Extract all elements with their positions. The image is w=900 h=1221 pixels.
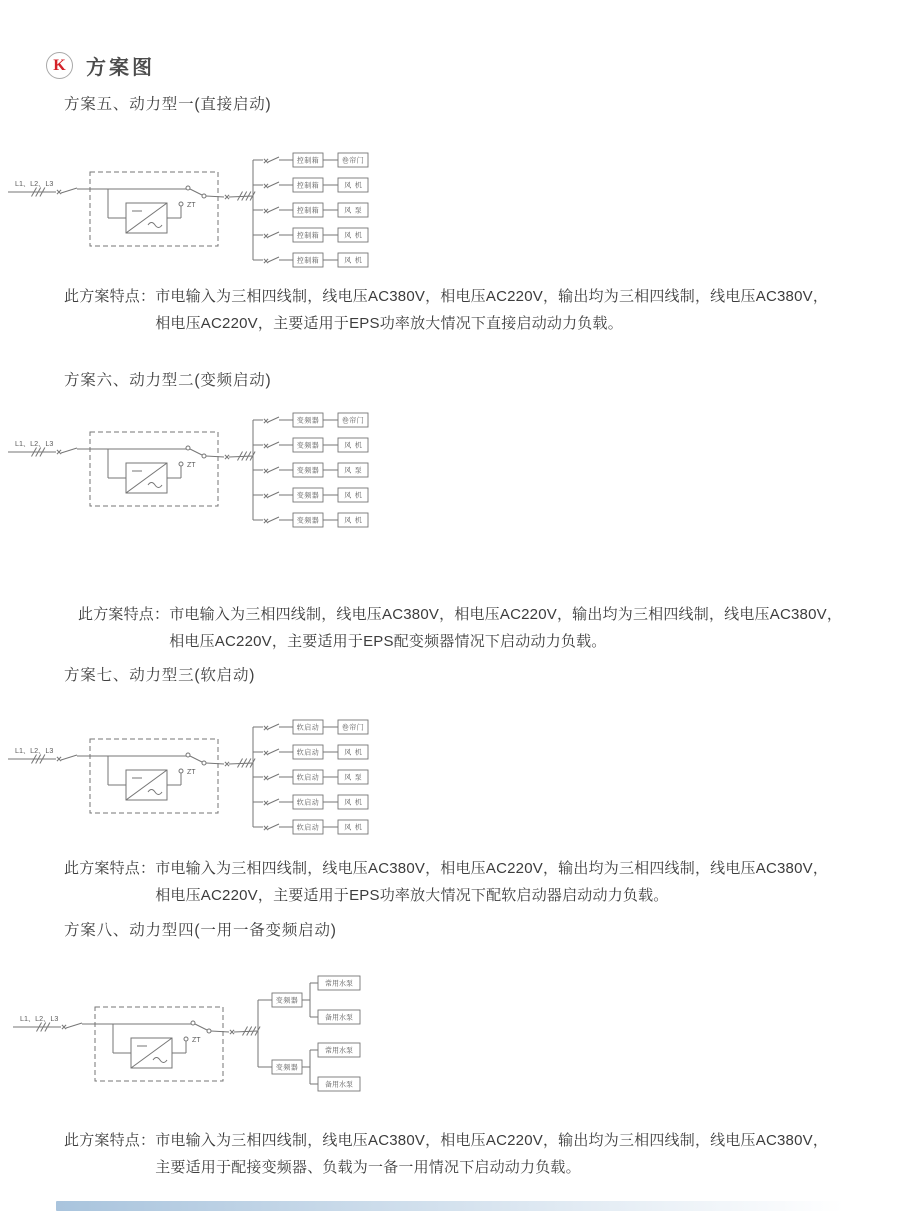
feature-text bbox=[155, 283, 828, 337]
scheme8-title: 方案八、动力型四(一用一备变频启动) bbox=[64, 922, 337, 939]
feature-text bbox=[155, 855, 828, 909]
svg-text:变频器: 变频器 bbox=[296, 417, 320, 425]
svg-text:卷帘门: 卷帘门 bbox=[341, 417, 365, 425]
svg-text:L1、L2、L3: L1、L2、L3 bbox=[15, 179, 54, 188]
feature-line: 主要适用于配接变频器、负载为一备一用情况下启动动力负载。 bbox=[155, 1159, 581, 1176]
k-badge-icon: K bbox=[46, 52, 73, 79]
svg-text:ZT: ZT bbox=[187, 769, 196, 776]
svg-text:软启动: 软启动 bbox=[296, 824, 320, 832]
svg-text:软启动: 软启动 bbox=[296, 774, 320, 782]
feature-line: 相电压AC220V，主要适用于EPS配变频器情况下启动动力负载。 bbox=[169, 633, 607, 650]
svg-text:风 机: 风 机 bbox=[344, 182, 362, 190]
svg-text:风 机: 风 机 bbox=[344, 442, 362, 450]
svg-text:风 泵: 风 泵 bbox=[344, 207, 362, 215]
feature-line: 市电输入为三相四线制，线电压AC380V，相电压AC220V，输出均为三相四线制，线电压AC380V， bbox=[155, 860, 829, 877]
svg-text:控制箱: 控制箱 bbox=[296, 157, 320, 165]
svg-text:ZT: ZT bbox=[192, 1037, 201, 1044]
svg-text:控制箱: 控制箱 bbox=[296, 182, 320, 190]
scheme5-circuit-diagram bbox=[0, 140, 900, 275]
scheme5-feature bbox=[64, 283, 828, 337]
feature-line: 市电输入为三相四线制，线电压AC380V，相电压AC220V，输出均为三相四线制，线电压AC380V， bbox=[169, 606, 843, 623]
feature-label: 此方案特点： bbox=[64, 860, 156, 877]
svg-text:风 机: 风 机 bbox=[344, 749, 362, 757]
svg-text:常用水泵: 常用水泵 bbox=[325, 1047, 353, 1055]
svg-text:软启动: 软启动 bbox=[296, 749, 320, 757]
feature-line: 市电输入为三相四线制，线电压AC380V，相电压AC220V，输出均为三相四线制，线电压AC380V， bbox=[155, 288, 829, 305]
svg-text:ZT: ZT bbox=[187, 462, 196, 469]
page-title: 方案图 bbox=[86, 57, 155, 79]
svg-text:备用水泵: 备用水泵 bbox=[325, 1081, 353, 1089]
svg-text:软启动: 软启动 bbox=[296, 799, 320, 807]
scheme8-circuit-diagram bbox=[0, 960, 900, 1105]
feature-label: 此方案特点： bbox=[78, 606, 170, 623]
feature-text bbox=[169, 601, 842, 655]
scheme5-title: 方案五、动力型一(直接启动) bbox=[64, 96, 272, 113]
svg-text:备用水泵: 备用水泵 bbox=[325, 1014, 353, 1022]
svg-text:变频器: 变频器 bbox=[275, 1064, 299, 1072]
section-header bbox=[46, 51, 155, 80]
svg-text:风 机: 风 机 bbox=[344, 824, 362, 832]
svg-text:常用水泵: 常用水泵 bbox=[325, 980, 353, 988]
scheme7-circuit-diagram bbox=[0, 707, 900, 842]
svg-text:ZT: ZT bbox=[187, 202, 196, 209]
feature-line: 相电压AC220V，主要适用于EPS功率放大情况下配软启动器启动动力负载。 bbox=[155, 887, 669, 904]
svg-text:风 机: 风 机 bbox=[344, 492, 362, 500]
svg-text:控制箱: 控制箱 bbox=[296, 207, 320, 215]
scheme6-feature bbox=[78, 601, 842, 655]
svg-text:风 机: 风 机 bbox=[344, 232, 362, 240]
svg-text:风 机: 风 机 bbox=[344, 517, 362, 525]
svg-text:控制箱: 控制箱 bbox=[296, 232, 320, 240]
svg-text:变频器: 变频器 bbox=[296, 492, 320, 500]
svg-text:L1、L2、L3: L1、L2、L3 bbox=[15, 439, 54, 448]
feature-line: 市电输入为三相四线制，线电压AC380V，相电压AC220V，输出均为三相四线制，线电压AC380V， bbox=[155, 1132, 829, 1149]
svg-text:变频器: 变频器 bbox=[296, 517, 320, 525]
svg-text:风 泵: 风 泵 bbox=[344, 467, 362, 475]
svg-text:风 泵: 风 泵 bbox=[344, 774, 362, 782]
feature-line: 相电压AC220V，主要适用于EPS功率放大情况下直接启动动力负载。 bbox=[155, 315, 623, 332]
scheme8-feature bbox=[64, 1127, 828, 1181]
scheme6-circuit-diagram bbox=[0, 400, 900, 535]
feature-text bbox=[155, 1127, 828, 1181]
svg-text:变频器: 变频器 bbox=[296, 467, 320, 475]
scheme7-feature bbox=[64, 855, 828, 909]
svg-text:L1、L2、L3: L1、L2、L3 bbox=[15, 746, 54, 755]
svg-text:变频器: 变频器 bbox=[275, 997, 299, 1005]
svg-text:卷帘门: 卷帘门 bbox=[341, 157, 365, 165]
svg-text:变频器: 变频器 bbox=[296, 442, 320, 450]
svg-text:L1、L2、L3: L1、L2、L3 bbox=[20, 1014, 59, 1023]
scheme7-title: 方案七、动力型三(软启动) bbox=[64, 667, 256, 684]
svg-text:风 机: 风 机 bbox=[344, 257, 362, 265]
scheme6-title: 方案六、动力型二(变频启动) bbox=[64, 372, 272, 389]
svg-text:风 机: 风 机 bbox=[344, 799, 362, 807]
feature-label: 此方案特点： bbox=[64, 1132, 156, 1149]
svg-text:卷帘门: 卷帘门 bbox=[341, 724, 365, 732]
feature-label: 此方案特点： bbox=[64, 288, 156, 305]
svg-text:软启动: 软启动 bbox=[296, 724, 320, 732]
svg-text:控制箱: 控制箱 bbox=[296, 257, 320, 265]
footer-accent-bar bbox=[56, 1201, 844, 1211]
